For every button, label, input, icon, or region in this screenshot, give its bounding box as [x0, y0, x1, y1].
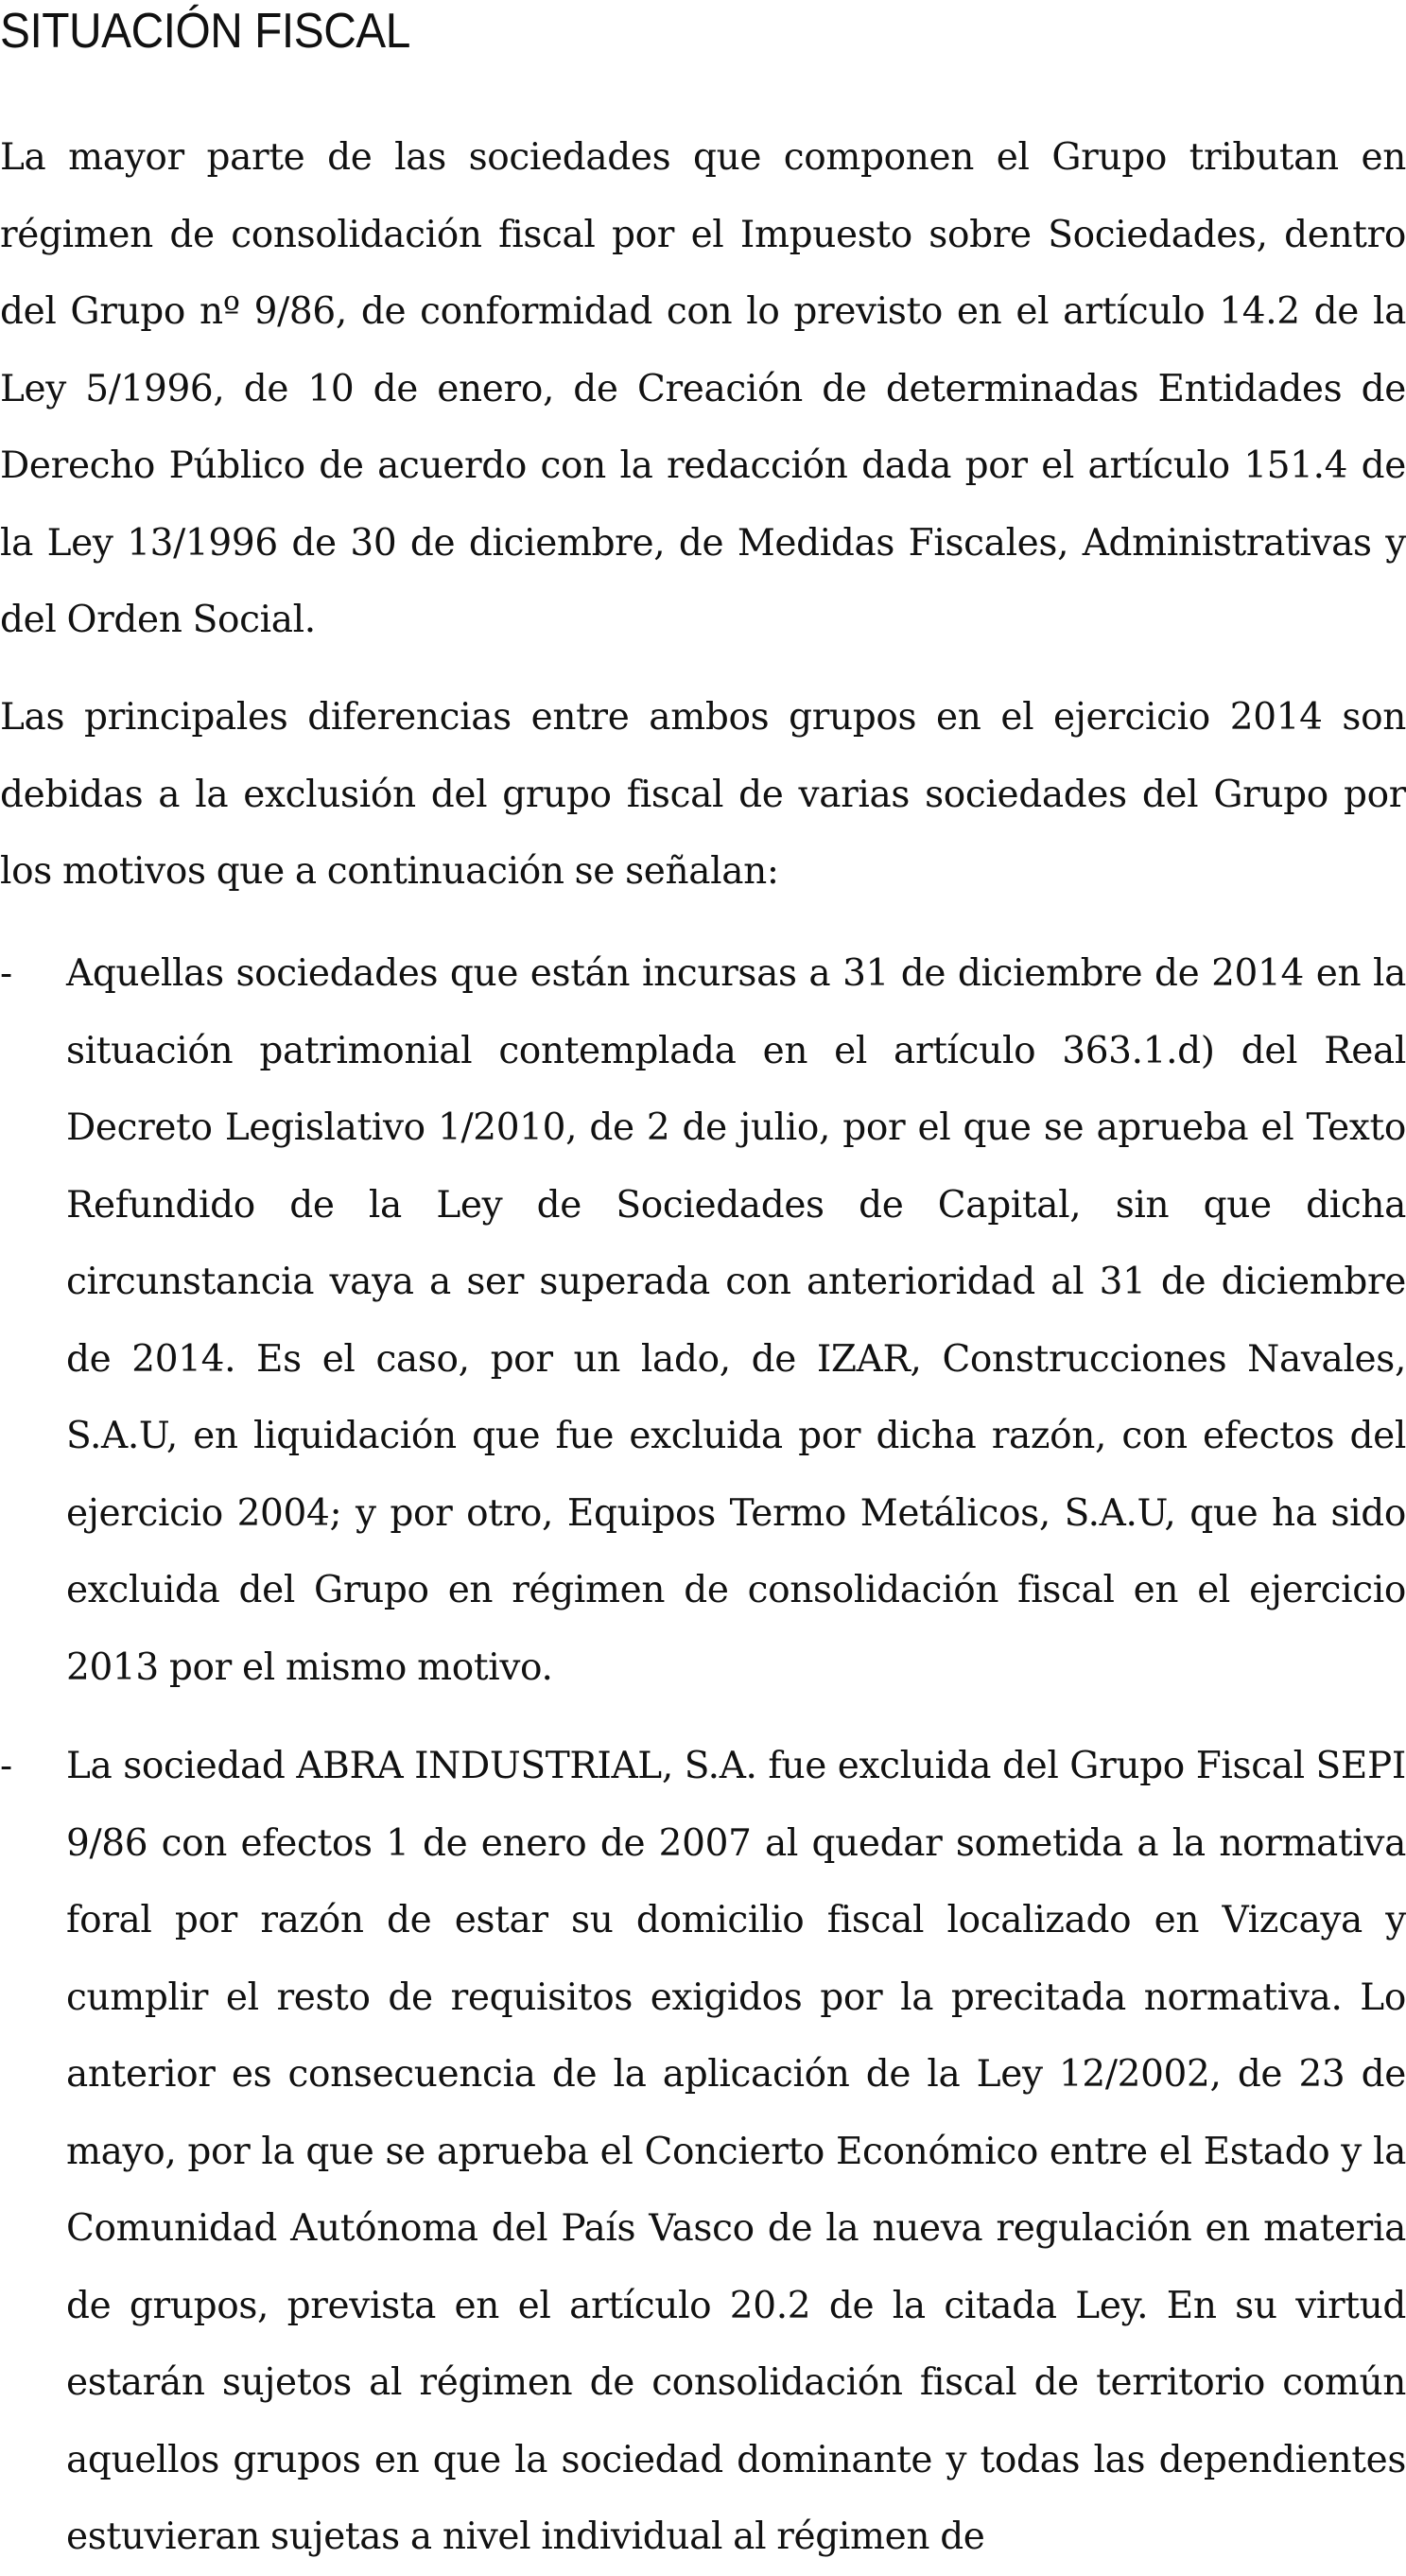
list-item-text: Aquellas sociedades que están incursas a 31 de diciembre de 2014 en la situación patrimonial contemplada en el artículo 363.1.d) del Real Decreto Legislativo 1/2010, de 2 de julio, por el que se aprueba el Texto Refundido de la Ley de Sociedades de Capital, sin que dicha circunstancia vaya a ser superada con anterioridad al 31 de diciembre de 2014. Es el caso, por un lado, de IZAR, Construcciones Navales, S.A.U, en liquidación que fue excluida por dicha razón, con efectos del ejercicio 2004; y por otro, Equipos Termo Metálicos, S.A.U, que ha sido excluida del Grupo en régimen de consolidación fiscal en el ejercicio 2013 por el mismo motivo.: [66, 952, 1406, 1689]
paragraph-main-differences: Las principales diferencias entre ambos grupos en el ejercicio 2014 son debidas a la exclusión del grupo fiscal de varias sociedades del Grupo por los motivos que a continuación se señalan:: [0, 696, 1406, 893]
bullet-marker: -: [0, 1745, 13, 1787]
list-item-text: La sociedad ABRA INDUSTRIAL, S.A. fue excluida del Grupo Fiscal SEPI 9/86 con efectos 1 de enero de 2007 al quedar sometida a la normativa foral por razón de estar su domicilio fiscal localizado en Vizcaya y cumplir el resto de requisitos exigidos por la precitada normativa. Lo anterior es consecuencia de la aplicación de la Ley 12/2002, de 23 de mayo, por la que se aprueba el Concierto Económico entre el Estado y la Comunidad Autónoma del País Vasco de la nueva regulación en materia de grupos, prevista en el artículo 20.2 de la citada Ley. En su virtud estarán sujetos al régimen de consolidación fiscal de territorio común aquellos grupos en que la sociedad dominante y todas las dependientes estuvieran sujetas a nivel individual al régimen de: [66, 1745, 1406, 2558]
paragraph-consolidation-regime: La mayor parte de las sociedades que componen el Grupo tributan en régimen de consolidación fiscal por el Impuesto sobre Sociedades, dentro del Grupo nº 9/86, de conformidad con lo previsto en el artículo 14.2 de la Ley 5/1996, de 10 de enero, de Creación de determinadas Entidades de Derecho Público de acuerdo con la redacción dada por el artículo 151.4 de la Ley 13/1996 de 30 de diciembre, de Medidas Fiscales, Administrativas y del Orden Social.: [0, 136, 1406, 641]
page-title: SITUACIÓN FISCAL: [0, 4, 410, 59]
bullet-marker: -: [0, 952, 13, 995]
